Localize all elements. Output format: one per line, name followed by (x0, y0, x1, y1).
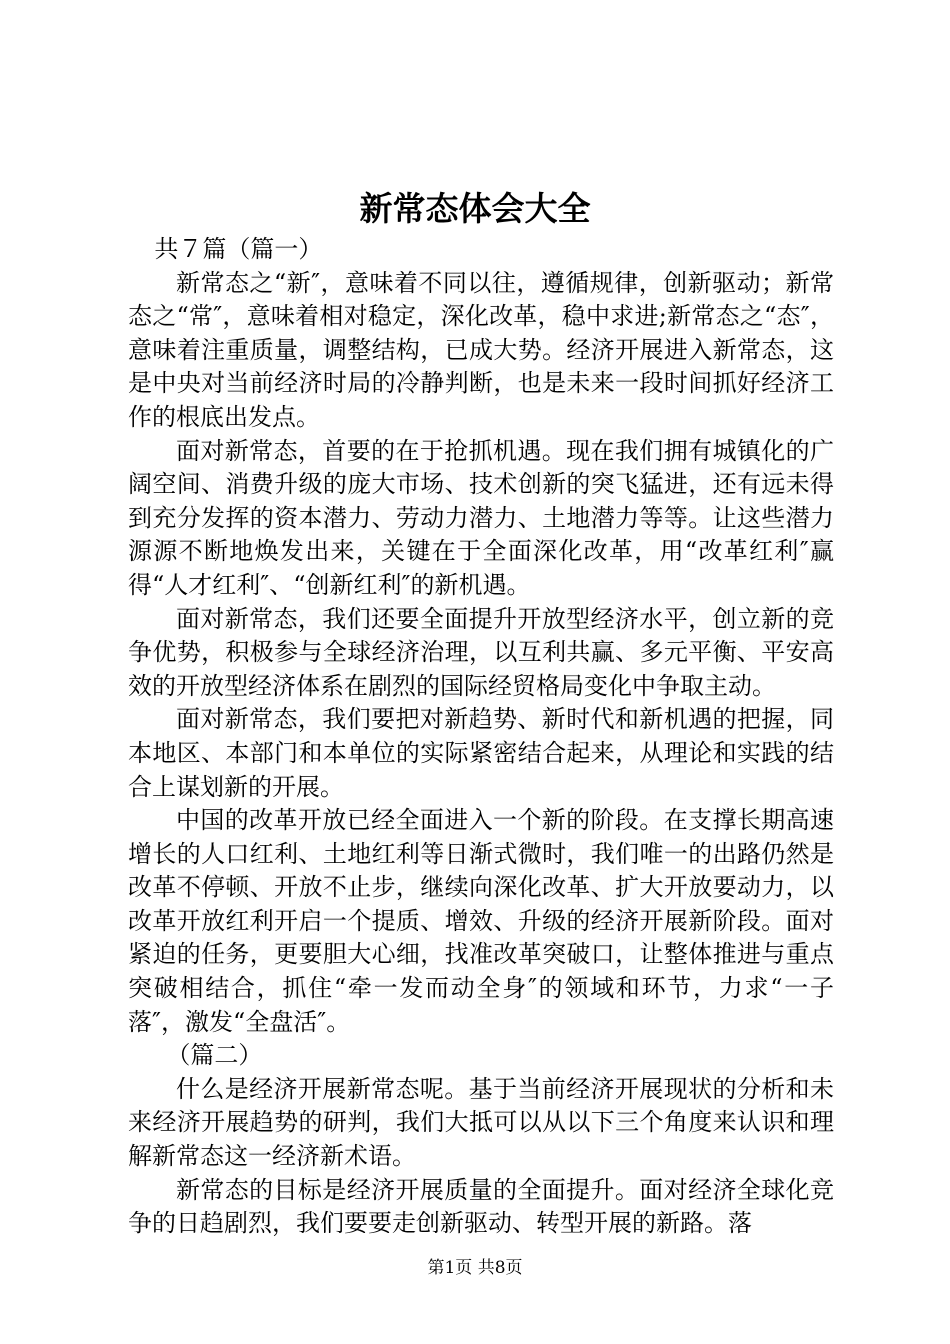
paragraph: 新常态的目标是经济开展质量的全面提升。面对经济全球化竞争的日趋剧烈，我们要要走创新驱动、转型开展的新路。落 (128, 1175, 834, 1238)
paragraph: 面对新常态，首要的在于抢抓机遇。现在我们拥有城镇化的广阔空间、消费升级的庞大市场、技术创新的突飞猛进，还有远未得到充分发挥的资本潜力、劳动力潜力、土地潜力等等。让这些潜力源源不断地焕发出来，关键在于全面深化改革，用“改革红利″赢得“人才红利″、“创新红利″的新机遇。 (128, 436, 834, 599)
paragraph: 新常态之“新″，意味着不同以往，遵循规律，创新驱动；新常态之“常″，意味着相对稳定，深化改革，稳中求进;新常态之“态″，意味着注重质量，调整结构，已成大势。经济开展进入新常态，这是中央对当前经济时局的冷静判断，也是未来一段时间抓好经济工作的根底出发点。 (128, 268, 834, 431)
paragraph: 面对新常态，我们还要全面提升开放型经济水平，创立新的竞争优势，积极参与全球经济治理，以互利共赢、多元平衡、平安高效的开放型经济体系在剧烈的国际经贸格局变化中争取主动。 (128, 604, 834, 700)
page-footer: 第1页 共8页 (427, 1258, 523, 1278)
paragraph: 中国的改革开放已经全面进入一个新的阶段。在支撑长期高速增长的人口红利、土地红利等日渐式微时，我们唯一的出路仍然是改革不停顿、开放不止步，继续向深化改革、扩大开放要动力，以改革开放红利开启一个提质、增效、升级的经济开展新阶段。面对紧迫的任务，更要胆大心细，找准改革突破口，让整体推进与重点突破相结合，抓住“牵一发而动全身″的领域和环节，力求“一子落″，激发“全盘活″。 (128, 806, 834, 1036)
document-title: 新常态体会大全 (359, 189, 591, 228)
paragraph: 面对新常态，我们要把对新趋势、新时代和新机遇的把握，同本地区、本部门和本单位的实际紧密结合起来，从理论和实践的结合上谋划新的开展。 (128, 705, 834, 801)
paragraph: 什么是经济开展新常态呢。基于当前经济开展现状的分析和未来经济开展趋势的研判，我们大抵可以从以下三个角度来认识和理解新常态这一经济新术语。 (128, 1074, 834, 1171)
section-two-heading: （篇二） (166, 1041, 263, 1070)
document-body (128, 233, 834, 1241)
article-count-line: 共７篇（篇一） (154, 235, 323, 263)
